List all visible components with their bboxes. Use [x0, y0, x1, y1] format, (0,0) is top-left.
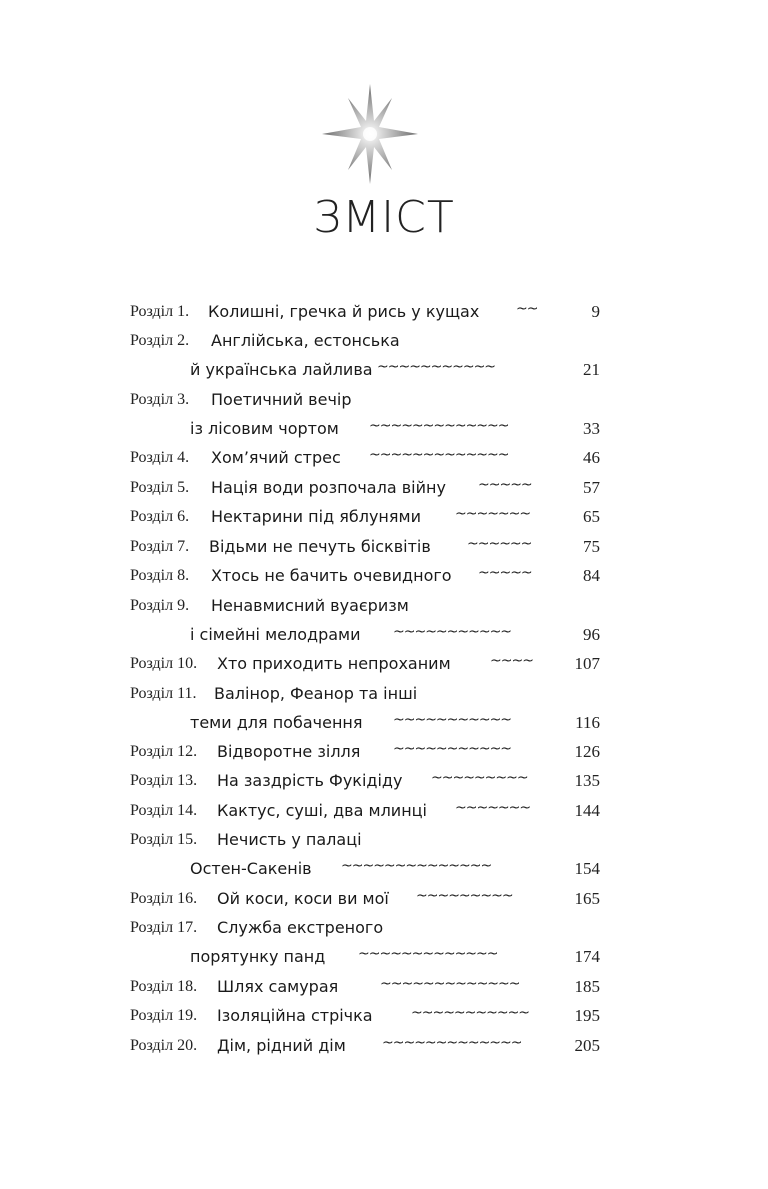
- toc-chapter-title: Дім, рідний дім: [217, 1036, 346, 1055]
- toc-entry-continuation[interactable]: [0, 709, 768, 737]
- toc-chapter-label: Розділ 18.: [130, 978, 198, 995]
- toc-page-number: 135: [574, 771, 600, 790]
- toc-leader: ~~~~~: [478, 477, 532, 493]
- toc-page-number: 126: [574, 742, 600, 761]
- toc-chapter-label: Розділ 15.: [130, 831, 198, 848]
- toc-page-number: 46: [583, 448, 600, 467]
- toc-page-number: 174: [574, 947, 600, 966]
- toc-leader: ~~~~~: [478, 565, 532, 581]
- toc-page-number: 9: [591, 302, 600, 321]
- toc-chapter-title: Ой коси, коси ви мої: [217, 889, 389, 908]
- toc-entry[interactable]: [0, 474, 768, 502]
- toc-chapter-title: На заздрість Фукідіду: [217, 771, 403, 790]
- toc-entry[interactable]: [0, 1002, 768, 1030]
- toc-chapter-label: Розділ 4.: [130, 449, 190, 466]
- toc-entry-continuation[interactable]: [0, 943, 768, 971]
- toc-page-number: 144: [574, 801, 600, 820]
- toc-page-number: 116: [575, 713, 600, 732]
- toc-entry-continuation[interactable]: [0, 855, 768, 883]
- toc-entry[interactable]: [0, 592, 768, 620]
- toc-leader: ~~~~~~~~~: [416, 888, 513, 904]
- toc-leader: ~~~~~~~~~~~~~: [369, 447, 509, 463]
- toc-leader: ~~~~~~~~~~~: [393, 712, 512, 728]
- toc-leader: ~~~~: [490, 653, 533, 669]
- toc-chapter-title: Нечисть у палаці: [217, 830, 362, 849]
- page-title: ЗМІСТ: [313, 192, 455, 243]
- toc-chapter-title: Відьми не печуть бісквітів: [209, 537, 431, 556]
- toc-chapter-title: Хто приходить непроханим: [217, 654, 451, 673]
- toc-chapter-title: Ненавмисний вуаєризм: [211, 596, 409, 615]
- toc-page-number: 57: [583, 478, 600, 497]
- toc-chapter-label: Розділ 3.: [130, 391, 190, 408]
- toc-chapter-title: Відворотне зілля: [217, 742, 361, 761]
- toc-page-number: 205: [574, 1036, 600, 1055]
- toc-chapter-label: Розділ 9.: [130, 597, 190, 614]
- toc-leader: ~~: [516, 301, 538, 317]
- toc-page-number: 165: [574, 889, 600, 908]
- toc-chapter-label: Розділ 12.: [130, 743, 198, 760]
- toc-chapter-label: Розділ 7.: [130, 538, 190, 555]
- toc-leader: ~~~~~~~~~: [431, 770, 528, 786]
- toc-entry[interactable]: [0, 885, 768, 913]
- toc-entry[interactable]: [0, 973, 768, 1001]
- toc-page-number: 154: [574, 859, 600, 878]
- toc-page-number: 84: [583, 566, 600, 585]
- toc-chapter-title: Хом’ячий стрес: [211, 448, 341, 467]
- toc-chapter-label: Розділ 17.: [130, 919, 198, 936]
- toc-chapter-label: Розділ 14.: [130, 802, 198, 819]
- toc-chapter-title: Хтось не бачить очевидного: [211, 566, 452, 585]
- toc-leader: ~~~~~~~: [455, 506, 531, 522]
- toc-chapter-title-continued: із лісовим чортом: [190, 419, 339, 438]
- toc-page-number: 75: [583, 537, 600, 556]
- toc-chapter-title-continued: і сімейні мелодрами: [190, 625, 361, 644]
- toc-entry[interactable]: [0, 1032, 768, 1060]
- toc-leader: ~~~~~~~~~~~: [377, 359, 496, 375]
- toc-chapter-title-continued: теми для побачення: [190, 713, 363, 732]
- toc-entry[interactable]: [0, 298, 768, 326]
- toc-entry[interactable]: [0, 826, 768, 854]
- toc-chapter-label: Розділ 6.: [130, 508, 190, 525]
- toc-entry[interactable]: [0, 680, 768, 708]
- toc-chapter-title: Кактус, суші, два млинці: [217, 801, 427, 820]
- toc-chapter-title: Ізоляційна стрічка: [217, 1006, 373, 1025]
- toc-entry[interactable]: [0, 386, 768, 414]
- toc-chapter-label: Розділ 5.: [130, 479, 190, 496]
- toc-chapter-label: Розділ 10.: [130, 655, 198, 672]
- toc-entry[interactable]: [0, 533, 768, 561]
- toc-entry[interactable]: [0, 914, 768, 942]
- toc-chapter-title: Нектарини під яблунями: [211, 507, 421, 526]
- toc-chapter-title: Поетичний вечір: [211, 390, 352, 409]
- toc-leader: ~~~~~~: [467, 536, 532, 552]
- toc-chapter-title: Колишні, гречка й рись у кущах: [208, 302, 480, 321]
- toc-leader: ~~~~~~~~~~~: [393, 741, 512, 757]
- toc-chapter-title-continued: й українська лайлива: [190, 360, 373, 379]
- toc-leader: ~~~~~~~~~~~: [411, 1005, 530, 1021]
- toc-entry[interactable]: [0, 767, 768, 795]
- toc-chapter-label: Розділ 19.: [130, 1007, 198, 1024]
- toc-entry[interactable]: [0, 650, 768, 678]
- toc-leader: ~~~~~~~: [455, 800, 531, 816]
- toc-entry[interactable]: [0, 738, 768, 766]
- toc-leader: ~~~~~~~~~~~~~: [358, 946, 498, 962]
- toc-entry[interactable]: [0, 327, 768, 355]
- toc-chapter-label: Розділ 20.: [130, 1037, 198, 1054]
- toc-chapter-title: Шлях самурая: [217, 977, 339, 996]
- toc-leader: ~~~~~~~~~~~~~~: [341, 858, 492, 874]
- toc-chapter-label: Розділ 2.: [130, 332, 190, 349]
- toc-chapter-label: Розділ 11.: [130, 685, 197, 702]
- toc-entry[interactable]: [0, 562, 768, 590]
- toc-entry[interactable]: [0, 444, 768, 472]
- toc-leader: ~~~~~~~~~~~: [393, 624, 512, 640]
- toc-page-number: 195: [574, 1006, 600, 1025]
- toc-page-number: 107: [574, 654, 600, 673]
- toc-chapter-label: Розділ 8.: [130, 567, 190, 584]
- toc-chapter-title-continued: порятунку панд: [190, 947, 326, 966]
- toc-leader: ~~~~~~~~~~~~~: [382, 1035, 522, 1051]
- toc-entry-continuation[interactable]: [0, 415, 768, 443]
- toc-entry[interactable]: [0, 797, 768, 825]
- toc-page-number: 21: [583, 360, 600, 379]
- toc-leader: ~~~~~~~~~~~~~: [380, 976, 520, 992]
- toc-chapter-title: Служба екстреного: [217, 918, 384, 937]
- toc-page-number: 33: [583, 419, 600, 438]
- toc-chapter-label: Розділ 13.: [130, 772, 198, 789]
- toc-entry-continuation[interactable]: [0, 621, 768, 649]
- toc-chapter-title: Англійська, естонська: [211, 331, 400, 350]
- toc-leader: ~~~~~~~~~~~~~: [369, 418, 509, 434]
- toc-page-number: 65: [583, 507, 600, 526]
- toc-chapter-label: Розділ 1.: [130, 303, 190, 320]
- toc-page-number: 185: [574, 977, 600, 996]
- toc-chapter-title: Валінор, Феанор та інші: [214, 684, 418, 703]
- toc-chapter-label: Розділ 16.: [130, 890, 198, 907]
- toc-entry[interactable]: [0, 503, 768, 531]
- toc-entry-continuation[interactable]: [0, 356, 768, 384]
- toc-page-number: 96: [583, 625, 600, 644]
- toc-chapter-title-continued: Остен-Сакенів: [190, 859, 312, 878]
- toc-chapter-title: Нація води розпочала війну: [211, 478, 446, 497]
